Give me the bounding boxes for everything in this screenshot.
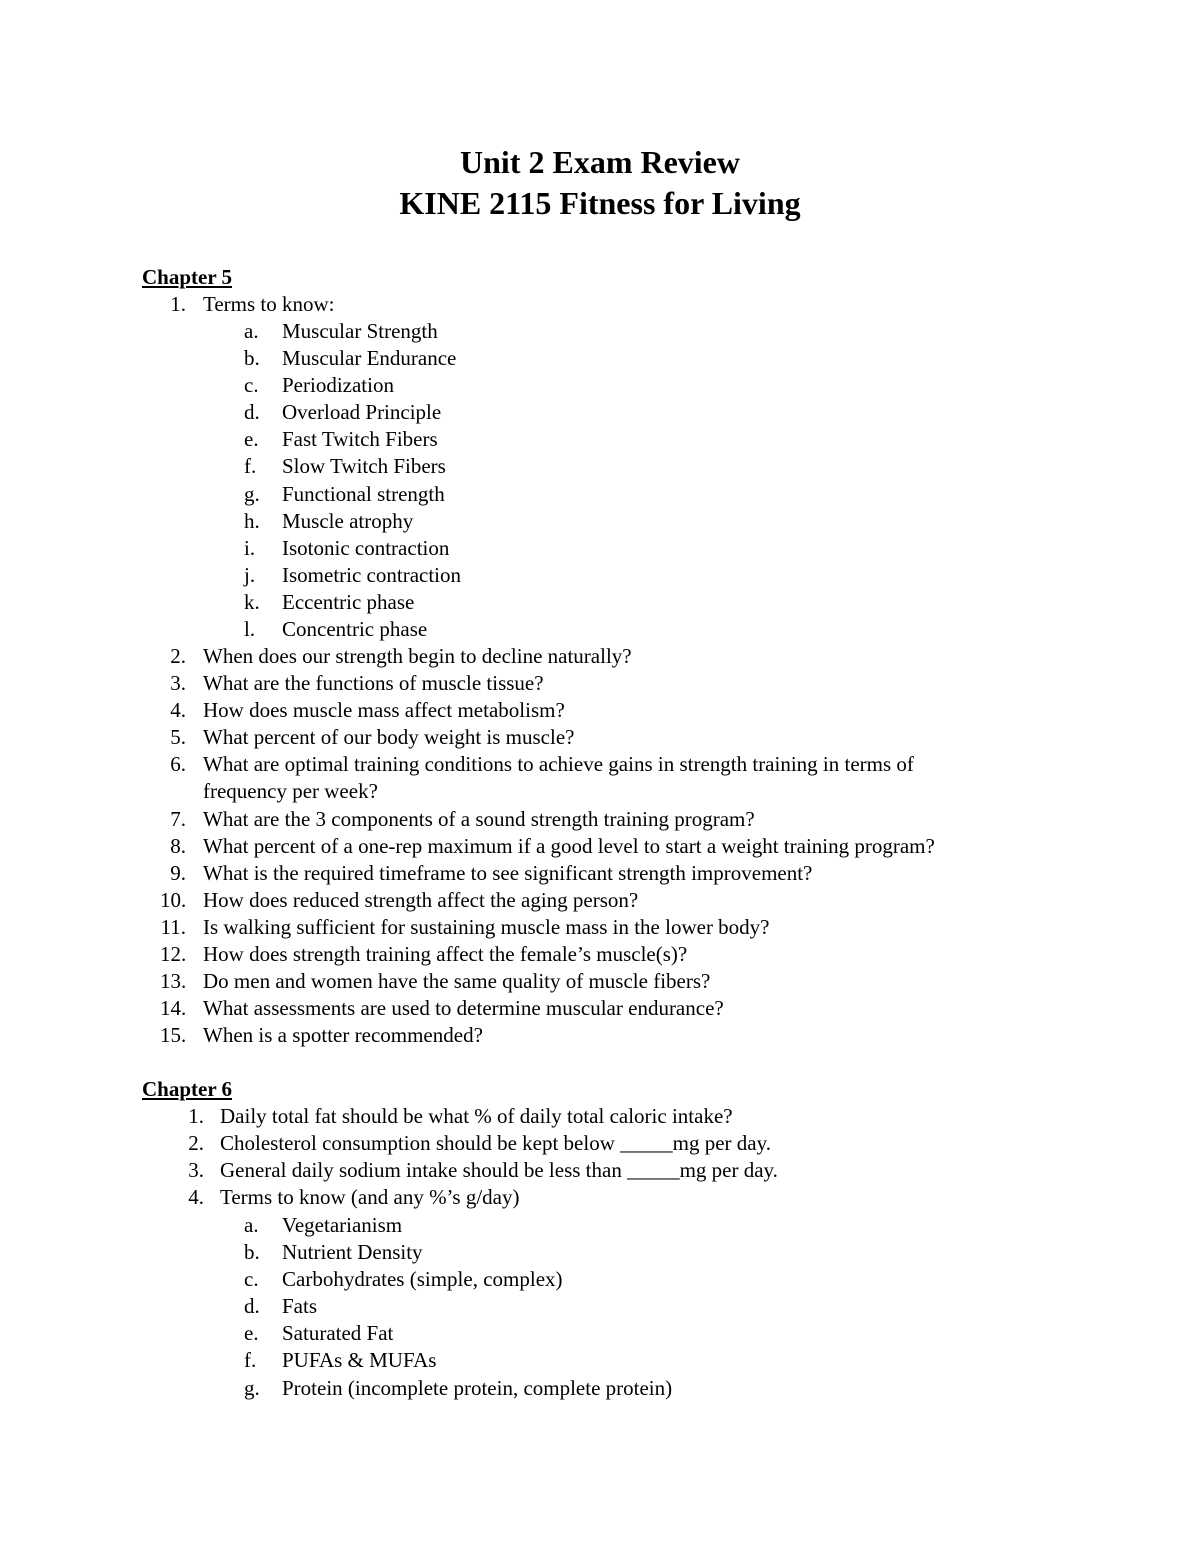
item-letter: i. — [244, 535, 256, 560]
item-text-continued: frequency per week? — [203, 779, 378, 804]
item-text: Muscular Endurance — [282, 346, 457, 371]
item-letter: c. — [244, 373, 259, 398]
list-item — [0, 345, 1200, 372]
list-item — [0, 399, 1200, 426]
item-text: Fast Twitch Fibers — [282, 427, 438, 452]
list-item — [0, 860, 1200, 887]
item-text: When does our strength begin to decline naturally? — [203, 644, 632, 668]
item-number: 14. — [160, 996, 187, 1021]
item-number: 11. — [160, 914, 186, 939]
item-text: Isotonic contraction — [282, 535, 450, 560]
chapter-5-terms-list — [0, 318, 1200, 643]
item-letter: e. — [244, 1321, 259, 1346]
list-item — [0, 481, 1200, 508]
item-number: 4. — [170, 698, 186, 723]
item-text: What are the functions of muscle tissue? — [203, 671, 544, 696]
item-number: 2. — [188, 1131, 204, 1156]
item-text: Fats — [282, 1294, 318, 1319]
list-item — [0, 535, 1200, 562]
item-text: Functional strength — [282, 481, 445, 506]
item-text: Daily total fat should be what % of daily total caloric intake? — [220, 1104, 733, 1128]
item-letter: g. — [244, 1375, 260, 1400]
item-text: Nutrient Density — [282, 1240, 423, 1265]
item-letter: e. — [244, 427, 259, 452]
item-text: Concentric phase — [282, 617, 428, 642]
list-item — [0, 1293, 1200, 1320]
item-letter: h. — [244, 508, 260, 533]
list-item — [0, 806, 1200, 833]
item-text: Muscle atrophy — [282, 508, 414, 533]
item-text: General daily sodium intake should be less than _____mg per day. — [220, 1158, 778, 1183]
list-item — [0, 318, 1200, 345]
item-letter: b. — [244, 1240, 260, 1265]
list-item — [0, 1320, 1200, 1347]
list-item — [0, 453, 1200, 480]
document-subtitle: KINE 2115 Fitness for Living — [399, 185, 801, 221]
item-text: How does strength training affect the female’s muscle(s)? — [203, 942, 688, 967]
item-letter: b. — [244, 346, 260, 371]
item-number: 3. — [188, 1158, 204, 1183]
list-item — [0, 616, 1200, 643]
item-text: Cholesterol consumption should be kept below _____mg per day. — [220, 1131, 771, 1156]
item-number: 10. — [160, 887, 187, 912]
item-number: 7. — [170, 806, 186, 831]
list-item — [0, 1375, 1200, 1402]
list-item — [0, 751, 1200, 778]
list-item — [0, 1212, 1200, 1239]
item-letter: l. — [244, 617, 256, 642]
list-item — [0, 1103, 1200, 1130]
item-text: Periodization — [282, 373, 394, 398]
list-item — [0, 724, 1200, 751]
list-item — [0, 508, 1200, 535]
list-item — [0, 372, 1200, 399]
item-text: What percent of our body weight is muscle? — [203, 725, 575, 750]
item-number: 1. — [188, 1104, 204, 1128]
list-item — [0, 1022, 1200, 1049]
item-text: Overload Principle — [282, 400, 442, 425]
list-item — [0, 1347, 1200, 1374]
list-item — [0, 670, 1200, 697]
list-item — [0, 1157, 1200, 1184]
item-text: When is a spotter recommended? — [203, 1023, 483, 1048]
list-item — [0, 941, 1200, 968]
list-item — [0, 995, 1200, 1022]
item-text: What percent of a one-rep maximum if a good level to start a weight training program? — [203, 833, 935, 858]
item-text: How does reduced strength affect the aging person? — [203, 887, 639, 912]
item-number: 6. — [170, 752, 186, 777]
item-text: What is the required timeframe to see significant strength improvement? — [203, 860, 813, 885]
list-item — [0, 1266, 1200, 1293]
item-text: Muscular Strength — [282, 319, 438, 343]
chapter-6-terms-list — [0, 1212, 1200, 1402]
item-text: PUFAs & MUFAs — [282, 1348, 437, 1373]
item-number: 12. — [160, 942, 187, 967]
list-item — [0, 589, 1200, 616]
list-item — [0, 697, 1200, 724]
item-text: Terms to know (and any %’s g/day) — [220, 1185, 520, 1210]
item-number: 13. — [160, 969, 187, 994]
item-letter: g. — [244, 481, 260, 506]
list-item — [0, 833, 1200, 860]
chapter-5-heading: Chapter 5 — [142, 265, 233, 289]
item-text: Do men and women have the same quality of muscle fibers? — [203, 969, 711, 994]
list-item — [0, 643, 1200, 670]
list-item — [0, 968, 1200, 995]
item-text: What assessments are used to determine muscular endurance? — [203, 996, 724, 1021]
list-item-continuation — [0, 778, 1200, 805]
item-letter: d. — [244, 400, 260, 425]
item-number: 4. — [188, 1185, 204, 1210]
list-item — [0, 1239, 1200, 1266]
list-item — [0, 887, 1200, 914]
item-number: 15. — [160, 1023, 187, 1048]
item-text: What are the 3 components of a sound strength training program? — [203, 806, 755, 831]
item-number: 9. — [170, 860, 186, 885]
document-title: Unit 2 Exam Review — [460, 144, 740, 180]
list-item — [0, 426, 1200, 453]
item-letter: k. — [244, 589, 260, 614]
chapter-5-questions-list — [0, 643, 1200, 1049]
item-text: Saturated Fat — [282, 1321, 394, 1346]
item-number: 2. — [170, 644, 186, 668]
item-text: Isometric contraction — [282, 562, 462, 587]
item-text: Is walking sufficient for sustaining muscle mass in the lower body? — [203, 914, 770, 939]
chapter-5-list — [0, 291, 1200, 318]
item-letter: a. — [244, 1213, 259, 1237]
list-item — [0, 1130, 1200, 1157]
item-text: Vegetarianism — [282, 1213, 403, 1237]
item-number: 5. — [170, 725, 186, 750]
item-text: What are optimal training conditions to achieve gains in strength training in terms of — [203, 752, 914, 777]
item-text: Carbohydrates (simple, complex) — [282, 1267, 563, 1292]
item-letter: d. — [244, 1294, 260, 1319]
list-item — [0, 562, 1200, 589]
list-item — [0, 914, 1200, 941]
item-letter: f. — [244, 454, 257, 479]
item-text: Protein (incomplete protein, complete protein) — [282, 1375, 673, 1400]
item-letter: j. — [244, 562, 256, 587]
list-item — [0, 1184, 1200, 1211]
item-number: 3. — [170, 671, 186, 696]
item-text: Terms to know: — [203, 292, 335, 316]
chapter-6-questions-list — [0, 1103, 1200, 1211]
item-number: 1. — [170, 292, 186, 316]
chapter-6-heading: Chapter 6 — [142, 1077, 233, 1101]
list-item — [0, 291, 1200, 318]
item-text: Slow Twitch Fibers — [282, 454, 446, 479]
item-letter: a. — [244, 319, 259, 343]
item-letter: c. — [244, 1267, 259, 1292]
item-text: How does muscle mass affect metabolism? — [203, 698, 565, 723]
item-letter: f. — [244, 1348, 257, 1373]
item-text: Eccentric phase — [282, 589, 415, 614]
item-number: 8. — [170, 833, 186, 858]
